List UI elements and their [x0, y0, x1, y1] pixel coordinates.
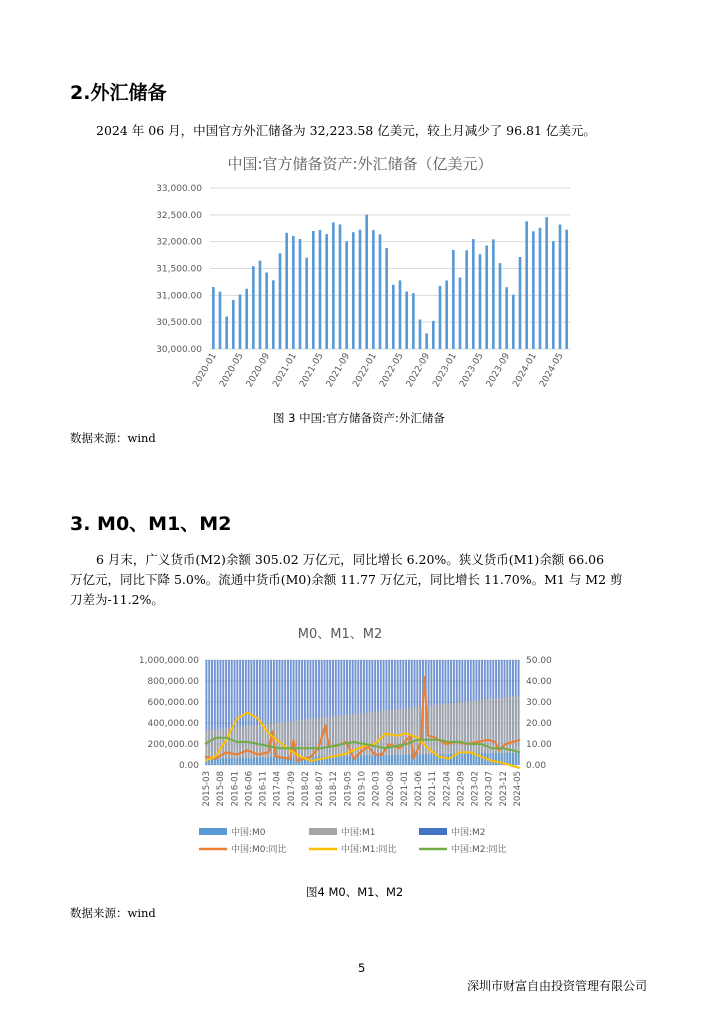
- section-3-paragraph-line-3: 刀差为-11.2%。: [70, 592, 164, 607]
- bar: [397, 755, 399, 765]
- chart-legend: [199, 826, 507, 855]
- legend-label: 中国:M0: [231, 828, 266, 838]
- bar: [419, 755, 421, 765]
- bar: [459, 278, 462, 349]
- company-name: 深圳市财富自由投资管理有限公司: [467, 979, 648, 993]
- bar: [239, 758, 241, 765]
- x-tick-label: 2020-03: [371, 771, 382, 807]
- x-tick-label: 2016-01: [230, 771, 241, 807]
- x-tick-label: 2022-04: [442, 771, 453, 807]
- bar: [319, 230, 322, 349]
- bar: [265, 272, 268, 349]
- bar: [459, 754, 461, 765]
- x-tick-label: 2022-09: [456, 771, 467, 807]
- x-tick-label: 2015-03: [202, 771, 212, 807]
- bar: [505, 287, 508, 349]
- y-tick-label: 33,000.00: [156, 184, 202, 194]
- bar: [325, 234, 328, 349]
- bar: [392, 285, 395, 349]
- left-y-tick-label: 600,000.00: [147, 698, 199, 708]
- y-tick-label: 32,500.00: [156, 210, 202, 221]
- x-tick-label: 2018-02: [300, 771, 311, 807]
- bar: [405, 292, 408, 349]
- bar: [339, 224, 342, 349]
- right-y-tick-label: 0.00: [526, 761, 547, 771]
- bar: [248, 758, 250, 765]
- left-y-tick-label: 200,000.00: [147, 740, 199, 750]
- bar: [379, 234, 382, 349]
- page-number: 5: [358, 961, 366, 975]
- bar: [565, 230, 568, 349]
- bar: [450, 754, 452, 765]
- data-source-1: 数据来源：wind: [70, 431, 156, 445]
- bar: [239, 294, 242, 349]
- x-tick-label: 2023-01: [431, 351, 459, 390]
- bar: [236, 758, 238, 765]
- right-y-tick-label: 30.00: [526, 698, 552, 708]
- bar: [366, 756, 368, 765]
- bar: [452, 250, 455, 349]
- bar: [394, 755, 396, 765]
- y-tick-label: 32,000.00: [156, 237, 202, 248]
- chart-title: 中国:官方储备资产:外汇储备（亿美元）: [227, 155, 493, 173]
- section-3-heading: 3. M0、M1、M2: [70, 513, 232, 535]
- bar: [492, 239, 495, 349]
- bar: [335, 756, 337, 765]
- bar: [461, 754, 463, 765]
- bar: [545, 217, 548, 349]
- bar: [228, 758, 230, 765]
- right-y-tick-label: 50.00: [526, 656, 552, 666]
- bar: [539, 228, 542, 349]
- x-tick-label: 2020-05: [218, 351, 246, 390]
- bar: [245, 758, 247, 765]
- bar: [219, 758, 221, 765]
- bar: [250, 758, 252, 765]
- bar: [467, 754, 469, 765]
- bar: [444, 754, 446, 765]
- x-tick-label: 2023-09: [484, 351, 513, 390]
- figure-4-caption: 图4 M0、M1、M2: [306, 885, 404, 899]
- bar: [519, 257, 522, 349]
- bar: [234, 758, 236, 765]
- bar: [383, 755, 385, 765]
- chart-title: M0、M1、M2: [297, 627, 383, 642]
- bar: [225, 316, 228, 349]
- bar: [312, 231, 315, 349]
- bar: [264, 758, 266, 765]
- bar: [259, 261, 262, 349]
- bar: [279, 253, 282, 349]
- left-y-tick-label: 1,000,000.00: [138, 656, 199, 666]
- bar: [428, 754, 430, 765]
- bar: [285, 233, 288, 349]
- x-tick-label: 2022-01: [351, 351, 379, 390]
- bar: [408, 755, 410, 765]
- bar: [267, 757, 269, 765]
- y-tick-label: 30,000.00: [156, 345, 202, 355]
- x-tick-label: 2024-01: [511, 351, 539, 390]
- left-y-tick-label: 400,000.00: [147, 719, 199, 729]
- x-tick-label: 2019-05: [343, 771, 354, 807]
- bar: [512, 753, 514, 765]
- left-y-tick-label: 0.00: [178, 761, 199, 771]
- bar: [425, 754, 427, 765]
- bar: [279, 757, 281, 765]
- bar: [232, 300, 235, 349]
- chart-gridlines: [210, 188, 570, 349]
- legend-swatch: [199, 828, 227, 835]
- left-y-tick-label: 800,000.00: [147, 677, 199, 687]
- x-tick-label: 2024-05: [538, 351, 566, 390]
- bar: [473, 753, 475, 765]
- bar: [552, 241, 555, 349]
- x-tick-label: 2018-12: [329, 771, 340, 807]
- bar: [399, 755, 401, 765]
- x-tick-label: 2023-12: [498, 771, 509, 807]
- legend-label: 中国:M0:同比: [231, 845, 287, 855]
- bar: [385, 248, 388, 349]
- bar: [276, 757, 278, 765]
- bar: [256, 758, 258, 765]
- bar: [219, 292, 222, 349]
- bar: [217, 758, 219, 765]
- bar: [365, 215, 368, 349]
- bar-series: [205, 660, 519, 765]
- x-tick-label: 2020-01: [191, 351, 219, 390]
- bar: [377, 755, 379, 765]
- bar-series: [212, 215, 568, 349]
- bar: [430, 754, 432, 765]
- bar: [495, 753, 497, 765]
- bar: [509, 753, 511, 765]
- bar: [340, 756, 342, 765]
- bar: [499, 263, 502, 349]
- bar: [245, 289, 248, 349]
- bar: [259, 758, 261, 765]
- bar: [464, 754, 466, 765]
- bar: [559, 224, 562, 349]
- bar: [292, 236, 295, 349]
- x-tick-label: 2016-06: [244, 771, 255, 807]
- bar: [402, 755, 404, 765]
- x-tick-label: 2024-05: [513, 771, 523, 807]
- x-tick-label: 2023-02: [470, 771, 481, 807]
- bar: [385, 755, 387, 765]
- bar: [357, 756, 359, 765]
- section-2-paragraph: 2024 年 06 月，中国官方外汇储备为 32,223.58 亿美元，较上月减少了 96.81 亿美元。: [96, 123, 596, 138]
- x-tick-label: 2015-08: [216, 771, 227, 807]
- left-y-axis-ticks: [139, 656, 199, 771]
- section-3-paragraph-line-2: 万亿元，同比下降 5.0%。流通中货币(M0)余额 11.77 万亿元，同比增长 11.70%。M1 与 M2 剪: [70, 572, 623, 587]
- x-tick-label: 2022-09: [404, 351, 433, 390]
- x-tick-label: 2023-05: [458, 351, 486, 390]
- x-tick-label: 2020-08: [385, 771, 396, 807]
- fx-reserves-chart: [140, 148, 580, 410]
- bar: [422, 754, 424, 765]
- bar: [359, 230, 362, 349]
- right-y-axis-ticks: [526, 656, 552, 771]
- bar: [442, 754, 444, 765]
- bar: [299, 239, 302, 349]
- bar: [515, 753, 517, 765]
- y-axis-ticks: [156, 184, 202, 355]
- bar: [360, 756, 362, 765]
- legend-label: 中国:M1: [341, 828, 376, 838]
- bar: [270, 757, 272, 765]
- legend-label: 中国:M2:同比: [451, 845, 507, 855]
- bar: [465, 250, 468, 349]
- y-tick-label: 31,000.00: [156, 291, 202, 302]
- bar: [372, 230, 375, 349]
- x-tick-label: 2019-10: [357, 771, 368, 807]
- bar: [416, 755, 418, 765]
- bar: [318, 757, 320, 765]
- x-tick-label: 2017-09: [286, 771, 297, 807]
- bar: [391, 755, 393, 765]
- bar: [262, 758, 264, 765]
- bar: [445, 280, 448, 349]
- x-tick-label: 2021-06: [414, 771, 425, 807]
- bar: [293, 757, 295, 765]
- x-tick-label: 2021-01: [271, 351, 299, 390]
- x-axis-ticks: [202, 771, 523, 807]
- bar: [349, 756, 351, 765]
- bar: [479, 254, 482, 349]
- x-tick-label: 2021-05: [298, 351, 326, 390]
- bar: [231, 758, 233, 765]
- bar: [433, 754, 435, 765]
- money-supply-chart: [120, 618, 570, 868]
- section-3-paragraph-line-1: 6 月末，广义货币(M2)余额 305.02 万亿元，同比增长 6.20%。狭义货币(M1)余额 66.06: [96, 552, 605, 567]
- bar: [374, 755, 376, 765]
- x-tick-label: 2021-11: [428, 771, 439, 807]
- legend-swatch: [309, 828, 337, 835]
- bar: [343, 756, 345, 765]
- bar: [369, 756, 371, 765]
- bar: [432, 321, 435, 349]
- bar: [225, 758, 227, 765]
- bar: [273, 757, 275, 765]
- x-tick-label: 2016-11: [258, 771, 269, 807]
- bar: [253, 758, 255, 765]
- x-tick-label: 2018-07: [315, 771, 326, 807]
- legend-swatch: [419, 828, 447, 835]
- data-source-2: 数据来源：wind: [70, 906, 156, 920]
- bar: [211, 759, 213, 765]
- bar: [419, 320, 422, 349]
- bar: [252, 266, 255, 349]
- bar: [338, 756, 340, 765]
- legend-label: 中国:M2: [451, 828, 486, 838]
- bar: [352, 232, 355, 349]
- bar: [363, 756, 365, 765]
- bar: [512, 295, 515, 349]
- bar: [371, 755, 373, 765]
- right-y-tick-label: 20.00: [526, 719, 552, 729]
- bar: [305, 258, 308, 349]
- bar: [405, 755, 407, 765]
- bar: [439, 286, 442, 349]
- bar: [492, 753, 494, 765]
- y-tick-label: 30,500.00: [156, 318, 202, 329]
- y-tick-label: 31,500.00: [156, 264, 202, 275]
- bar: [272, 280, 275, 349]
- bar: [472, 239, 475, 349]
- bar: [425, 333, 428, 349]
- figure-3-caption: 图 3 中国:官方储备资产:外汇储备: [273, 411, 445, 425]
- bar: [212, 287, 215, 349]
- bar: [345, 241, 348, 349]
- bar: [470, 754, 472, 765]
- bar: [411, 755, 413, 765]
- bar: [485, 245, 488, 349]
- right-y-tick-label: 40.00: [526, 677, 552, 687]
- bar: [388, 755, 390, 765]
- x-tick-label: 2023-07: [484, 771, 495, 807]
- x-tick-label: 2017-04: [272, 771, 283, 807]
- bar: [412, 293, 415, 349]
- bar: [242, 758, 244, 765]
- bar: [380, 755, 382, 765]
- bar: [518, 753, 520, 765]
- bar: [481, 753, 483, 765]
- x-tick-label: 2022-05: [378, 351, 406, 390]
- bar: [399, 280, 402, 349]
- legend-label: 中国:M1:同比: [341, 845, 397, 855]
- x-tick-label: 2021-01: [399, 771, 410, 807]
- bar: [346, 756, 348, 765]
- right-y-tick-label: 10.00: [526, 740, 552, 750]
- bar: [332, 222, 335, 349]
- bar: [222, 758, 224, 765]
- x-axis-ticks: [191, 351, 565, 389]
- x-tick-label: 2020-09: [244, 351, 273, 390]
- section-2-heading: 2.外汇储备: [70, 82, 167, 104]
- bar: [525, 221, 528, 349]
- bar: [532, 231, 535, 349]
- x-tick-label: 2021-09: [324, 351, 353, 390]
